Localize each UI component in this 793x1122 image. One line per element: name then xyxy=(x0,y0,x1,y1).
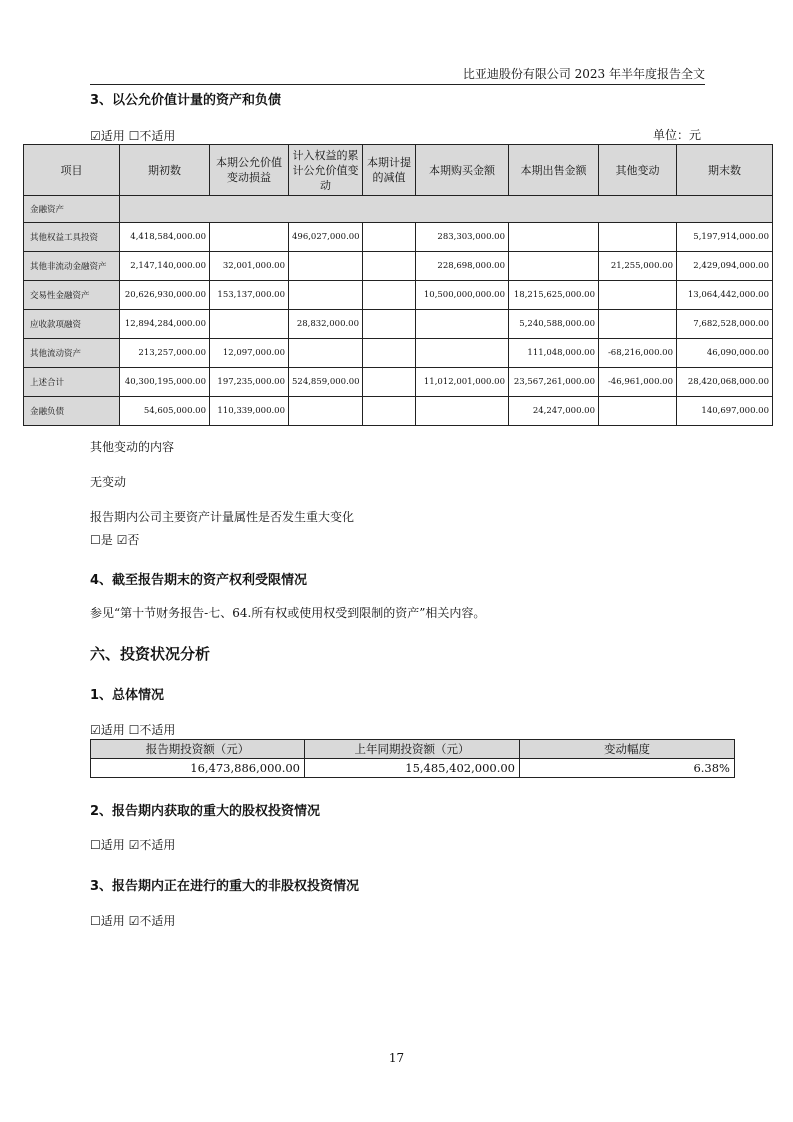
table-cell: 20,626,930,000.00 xyxy=(120,281,210,310)
table-cell xyxy=(289,339,363,368)
column-header: 期末数 xyxy=(677,145,773,196)
table-cell xyxy=(210,310,289,339)
row-label: 应收款项融资 xyxy=(24,310,120,339)
investment-table xyxy=(90,739,735,778)
sub-3-applicable: ☐适用 ☑不适用 xyxy=(90,914,176,928)
table-cell: 24,247,000.00 xyxy=(509,397,599,426)
fair-value-table xyxy=(23,144,773,426)
other-change-label: 其他变动的内容 xyxy=(90,440,175,454)
table-cell: 10,500,000,000.00 xyxy=(416,281,509,310)
table-row xyxy=(91,759,735,778)
row-label: 其他权益工具投资 xyxy=(24,223,120,252)
table-cell: 12,894,284,000.00 xyxy=(120,310,210,339)
table-cell: 21,255,000.00 xyxy=(599,252,677,281)
table-cell: 28,832,000.00 xyxy=(289,310,363,339)
measurement-question: 报告期内公司主要资产计量属性是否发生重大变化 xyxy=(90,510,355,524)
unit-label: 单位：元 xyxy=(652,128,701,142)
group-fill xyxy=(120,196,773,223)
group-row xyxy=(24,196,773,223)
table-cell: -68,216,000.00 xyxy=(599,339,677,368)
column-header: 本期购买金额 xyxy=(416,145,509,196)
sub-2-applicable: ☐适用 ☑不适用 xyxy=(90,838,176,852)
measurement-answer: ☐是 ☑否 xyxy=(90,533,140,547)
table-cell xyxy=(599,281,677,310)
table-row xyxy=(24,397,773,426)
sub-2-title: 2、报告期内获取的重大的股权投资情况 xyxy=(90,804,321,819)
table-cell: 5,197,914,000.00 xyxy=(677,223,773,252)
table-cell: 228,698,000.00 xyxy=(416,252,509,281)
table-cell xyxy=(363,281,416,310)
row-label: 上述合计 xyxy=(24,368,120,397)
column-header: 报告期投资额（元） xyxy=(91,740,305,759)
table-cell: 15,485,402,000.00 xyxy=(305,759,520,778)
table-cell xyxy=(416,339,509,368)
table-header-row xyxy=(24,145,773,196)
table-cell xyxy=(599,310,677,339)
table-cell xyxy=(509,252,599,281)
table-cell: 16,473,886,000.00 xyxy=(91,759,305,778)
table-cell: 40,300,195,000.00 xyxy=(120,368,210,397)
table-cell: -46,961,000.00 xyxy=(599,368,677,397)
table-row xyxy=(24,281,773,310)
row-label: 交易性金融资产 xyxy=(24,281,120,310)
table-cell: 197,235,000.00 xyxy=(210,368,289,397)
column-header: 本期出售金额 xyxy=(509,145,599,196)
table-cell: 153,137,000.00 xyxy=(210,281,289,310)
table-cell: 111,048,000.00 xyxy=(509,339,599,368)
table-cell: 23,567,261,000.00 xyxy=(509,368,599,397)
other-change-value: 无变动 xyxy=(90,475,127,489)
table-cell xyxy=(599,223,677,252)
column-header: 期初数 xyxy=(120,145,210,196)
table-cell: 11,012,001,000.00 xyxy=(416,368,509,397)
table-cell xyxy=(509,223,599,252)
table-cell xyxy=(363,310,416,339)
table-cell: 524,859,000.00 xyxy=(289,368,363,397)
table-cell xyxy=(599,397,677,426)
chapter-6-title: 六、投资状况分析 xyxy=(90,645,211,663)
column-header: 其他变动 xyxy=(599,145,677,196)
table-cell: 46,090,000.00 xyxy=(677,339,773,368)
table-cell xyxy=(363,368,416,397)
column-header: 本期计提的减值 xyxy=(363,145,416,196)
sub-1-title: 1、总体情况 xyxy=(90,688,165,703)
column-header: 项目 xyxy=(24,145,120,196)
table-cell: 7,682,528,000.00 xyxy=(677,310,773,339)
table-cell: 13,064,442,000.00 xyxy=(677,281,773,310)
section-4-title: 4、截至报告期末的资产权利受限情况 xyxy=(90,573,308,588)
table-cell: 18,215,625,000.00 xyxy=(509,281,599,310)
table-row xyxy=(24,310,773,339)
table-header-row xyxy=(91,740,735,759)
table-cell: 6.38% xyxy=(520,759,735,778)
table-row xyxy=(24,339,773,368)
page-header: 比亚迪股份有限公司 2023 年半年度报告全文 xyxy=(90,66,705,85)
table-cell: 4,418,584,000.00 xyxy=(120,223,210,252)
table-cell xyxy=(289,397,363,426)
table-cell: 140,697,000.00 xyxy=(677,397,773,426)
column-header: 本期公允价值变动损益 xyxy=(210,145,289,196)
column-header: 变动幅度 xyxy=(520,740,735,759)
section-3-title: 3、以公允价值计量的资产和负债 xyxy=(90,93,282,108)
row-label: 其他流动资产 xyxy=(24,339,120,368)
sub-3-title: 3、报告期内正在进行的重大的非股权投资情况 xyxy=(90,879,360,894)
table-cell xyxy=(363,397,416,426)
table-cell xyxy=(416,397,509,426)
table-cell: 32,001,000.00 xyxy=(210,252,289,281)
column-header: 计入权益的累计公允价值变动 xyxy=(289,145,363,196)
table-cell xyxy=(416,310,509,339)
table-cell: 110,339,000.00 xyxy=(210,397,289,426)
section-3-applicable: ☑适用 ☐不适用 xyxy=(90,129,176,143)
table-cell xyxy=(363,223,416,252)
table-cell xyxy=(289,281,363,310)
page-number: 17 xyxy=(388,1051,405,1065)
group-label: 金融资产 xyxy=(24,196,120,223)
row-label: 其他非流动金融资产 xyxy=(24,252,120,281)
table-cell: 28,420,068,000.00 xyxy=(677,368,773,397)
column-header: 上年同期投资额（元） xyxy=(305,740,520,759)
table-cell: 283,303,000.00 xyxy=(416,223,509,252)
table-cell: 213,257,000.00 xyxy=(120,339,210,368)
table-cell: 496,027,000.00 xyxy=(289,223,363,252)
table-cell xyxy=(363,339,416,368)
table-cell: 2,147,140,000.00 xyxy=(120,252,210,281)
sub-1-applicable: ☑适用 ☐不适用 xyxy=(90,723,176,737)
table-cell: 2,429,094,000.00 xyxy=(677,252,773,281)
table-row xyxy=(24,223,773,252)
table-cell: 54,605,000.00 xyxy=(120,397,210,426)
table-cell: 12,097,000.00 xyxy=(210,339,289,368)
table-cell xyxy=(289,252,363,281)
table-row-total xyxy=(24,368,773,397)
table-cell xyxy=(363,252,416,281)
row-label: 金融负债 xyxy=(24,397,120,426)
section-4-text: 参见“第十节财务报告-七、64.所有权或使用权受到限制的资产”相关内容。 xyxy=(90,606,486,620)
table-cell xyxy=(210,223,289,252)
table-cell: 5,240,588,000.00 xyxy=(509,310,599,339)
table-row xyxy=(24,252,773,281)
